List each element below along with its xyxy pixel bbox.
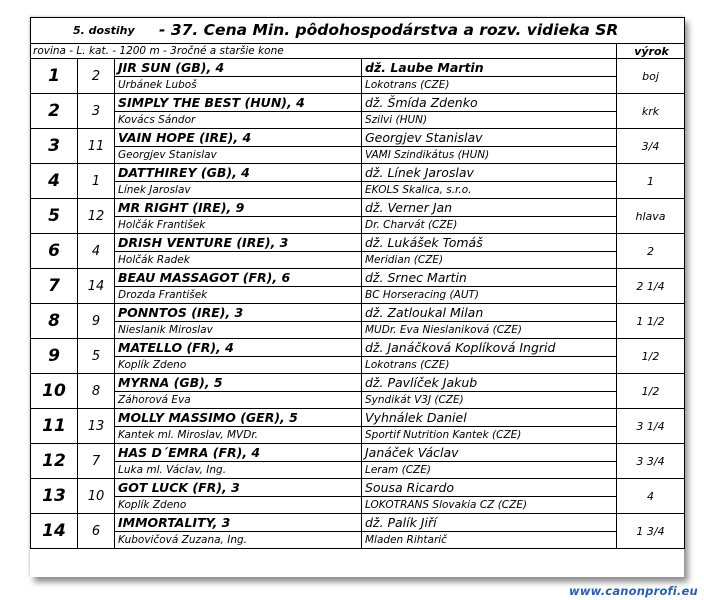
- horse-name: DATTHIREY (GB), 4: [115, 164, 362, 182]
- horse-name: HAS D´EMRA (FR), 4: [115, 444, 362, 462]
- placing: 12: [31, 444, 78, 479]
- entry-subrow: [31, 322, 685, 339]
- owner-name: Szilvi (HUN): [362, 112, 617, 129]
- result-margin: 1/2: [617, 339, 685, 374]
- entry-row: [31, 199, 685, 217]
- entry-row: [31, 269, 685, 287]
- entry-row: [31, 479, 685, 497]
- jockey-name: dž. Línek Jaroslav: [362, 164, 617, 182]
- owner-name: Mladen Rihtarič: [362, 532, 617, 549]
- results-sheet: [30, 17, 684, 577]
- trainer-name: Nieslanik Miroslav: [115, 322, 362, 339]
- entry-subrow: [31, 462, 685, 479]
- entry-subrow: [31, 217, 685, 234]
- jockey-name: dž. Šmída Zdenko: [362, 94, 617, 112]
- owner-name: Syndikát V3J (CZE): [362, 392, 617, 409]
- result-margin: 3/4: [617, 129, 685, 164]
- jockey-name: dž. Verner Jan: [362, 199, 617, 217]
- trainer-name: Georgjev Stanislav: [115, 147, 362, 164]
- owner-name: Meridian (CZE): [362, 252, 617, 269]
- owner-name: VAMI Szindikátus (HUN): [362, 147, 617, 164]
- placing: 8: [31, 304, 78, 339]
- entry-subrow: [31, 287, 685, 304]
- owner-name: EKOLS Skalica, s.r.o.: [362, 182, 617, 199]
- entry-subrow: [31, 392, 685, 409]
- entry-row: [31, 94, 685, 112]
- horse-name: PONNTOS (IRE), 3: [115, 304, 362, 322]
- start-number: 11: [78, 129, 115, 164]
- horse-name: MOLLY MASSIMO (GER), 5: [115, 409, 362, 427]
- start-number: 2: [78, 59, 115, 94]
- horse-name: MR RIGHT (IRE), 9: [115, 199, 362, 217]
- placing: 9: [31, 339, 78, 374]
- trainer-name: Luka ml. Václav, Ing.: [115, 462, 362, 479]
- placing: 11: [31, 409, 78, 444]
- jockey-name: Georgjev Stanislav: [362, 129, 617, 147]
- jockey-name: dž. Pavlíček Jakub: [362, 374, 617, 392]
- results-table: [30, 17, 685, 549]
- trainer-name: Línek Jaroslav: [115, 182, 362, 199]
- jockey-name: dž. Laube Martin: [362, 59, 617, 77]
- jockey-name: Vyhnálek Daniel: [362, 409, 617, 427]
- entry-row: [31, 304, 685, 322]
- jockey-name: dž. Janáčková Koplíková Ingrid: [362, 339, 617, 357]
- jockey-name: dž. Lukášek Tomáš: [362, 234, 617, 252]
- entry-row: [31, 129, 685, 147]
- race-number: 5. dostihy: [73, 24, 135, 37]
- placing: 14: [31, 514, 78, 549]
- owner-name: Lokotrans (CZE): [362, 77, 617, 94]
- start-number: 13: [78, 409, 115, 444]
- placing: 10: [31, 374, 78, 409]
- entry-row: [31, 339, 685, 357]
- owner-name: Leram (CZE): [362, 462, 617, 479]
- result-margin: 2 1/4: [617, 269, 685, 304]
- horse-name: JIR SUN (GB), 4: [115, 59, 362, 77]
- result-column-header: výrok: [617, 44, 685, 59]
- placing: 4: [31, 164, 78, 199]
- placing: 3: [31, 129, 78, 164]
- start-number: 10: [78, 479, 115, 514]
- entry-subrow: [31, 427, 685, 444]
- entry-subrow: [31, 497, 685, 514]
- horse-name: BEAU MASSAGOT (FR), 6: [115, 269, 362, 287]
- placing: 5: [31, 199, 78, 234]
- result-margin: boj: [617, 59, 685, 94]
- placing: 7: [31, 269, 78, 304]
- jockey-name: Sousa Ricardo: [362, 479, 617, 497]
- entry-row: [31, 374, 685, 392]
- jockey-name: dž. Zatloukal Milan: [362, 304, 617, 322]
- entry-row: [31, 59, 685, 77]
- placing: 6: [31, 234, 78, 269]
- start-number: 1: [78, 164, 115, 199]
- placing: 2: [31, 94, 78, 129]
- horse-name: DRISH VENTURE (IRE), 3: [115, 234, 362, 252]
- trainer-name: Koplík Zdeno: [115, 357, 362, 374]
- entry-row: [31, 514, 685, 532]
- result-margin: 3 1/4: [617, 409, 685, 444]
- horse-name: MATELLO (FR), 4: [115, 339, 362, 357]
- start-number: 6: [78, 514, 115, 549]
- result-margin: hlava: [617, 199, 685, 234]
- entry-subrow: [31, 112, 685, 129]
- trainer-name: Záhorová Eva: [115, 392, 362, 409]
- horse-name: SIMPLY THE BEST (HUN), 4: [115, 94, 362, 112]
- entry-subrow: [31, 182, 685, 199]
- entry-row: [31, 444, 685, 462]
- race-conditions: rovina - L. kat. - 1200 m - 3ročné a staršie kone: [31, 44, 617, 59]
- start-number: 14: [78, 269, 115, 304]
- race-title-row: [31, 18, 685, 44]
- result-margin: 1/2: [617, 374, 685, 409]
- result-margin: 1 3/4: [617, 514, 685, 549]
- entry-row: [31, 409, 685, 427]
- owner-name: Lokotrans (CZE): [362, 357, 617, 374]
- result-margin: 1 1/2: [617, 304, 685, 339]
- entry-subrow: [31, 147, 685, 164]
- owner-name: BC Horseracing (AUT): [362, 287, 617, 304]
- placing: 1: [31, 59, 78, 94]
- start-number: 3: [78, 94, 115, 129]
- start-number: 5: [78, 339, 115, 374]
- horse-name: MYRNA (GB), 5: [115, 374, 362, 392]
- result-margin: 3 3/4: [617, 444, 685, 479]
- start-number: 8: [78, 374, 115, 409]
- trainer-name: Drozda František: [115, 287, 362, 304]
- start-number: 7: [78, 444, 115, 479]
- jockey-name: Janáček Václav: [362, 444, 617, 462]
- trainer-name: Holčák František: [115, 217, 362, 234]
- result-margin: krk: [617, 94, 685, 129]
- owner-name: Sportif Nutrition Kantek (CZE): [362, 427, 617, 444]
- entry-subrow: [31, 77, 685, 94]
- race-name: - 37. Cena Min. pôdohospodárstva a rozv. vidieka SR: [159, 21, 619, 39]
- entry-subrow: [31, 357, 685, 374]
- result-margin: 2: [617, 234, 685, 269]
- start-number: 12: [78, 199, 115, 234]
- entry-subrow: [31, 532, 685, 549]
- trainer-name: Kantek ml. Miroslav, MVDr.: [115, 427, 362, 444]
- trainer-name: Koplík Zdeno: [115, 497, 362, 514]
- trainer-name: Kubovičová Zuzana, Ing.: [115, 532, 362, 549]
- jockey-name: dž. Palík Jiří: [362, 514, 617, 532]
- entry-row: [31, 234, 685, 252]
- jockey-name: dž. Srnec Martin: [362, 269, 617, 287]
- owner-name: MUDr. Eva Nieslaniková (CZE): [362, 322, 617, 339]
- start-number: 4: [78, 234, 115, 269]
- trainer-name: Kovács Sándor: [115, 112, 362, 129]
- placing: 13: [31, 479, 78, 514]
- entry-subrow: [31, 252, 685, 269]
- entry-row: [31, 164, 685, 182]
- horse-name: VAIN HOPE (IRE), 4: [115, 129, 362, 147]
- trainer-name: Urbánek Luboš: [115, 77, 362, 94]
- trainer-name: Holčák Radek: [115, 252, 362, 269]
- horse-name: IMMORTALITY, 3: [115, 514, 362, 532]
- start-number: 9: [78, 304, 115, 339]
- result-margin: 4: [617, 479, 685, 514]
- horse-name: GOT LUCK (FR), 3: [115, 479, 362, 497]
- watermark: www.canonprofi.eu: [569, 584, 698, 598]
- owner-name: Dr. Charvát (CZE): [362, 217, 617, 234]
- result-margin: 1: [617, 164, 685, 199]
- owner-name: LOKOTRANS Slovakia CZ (CZE): [362, 497, 617, 514]
